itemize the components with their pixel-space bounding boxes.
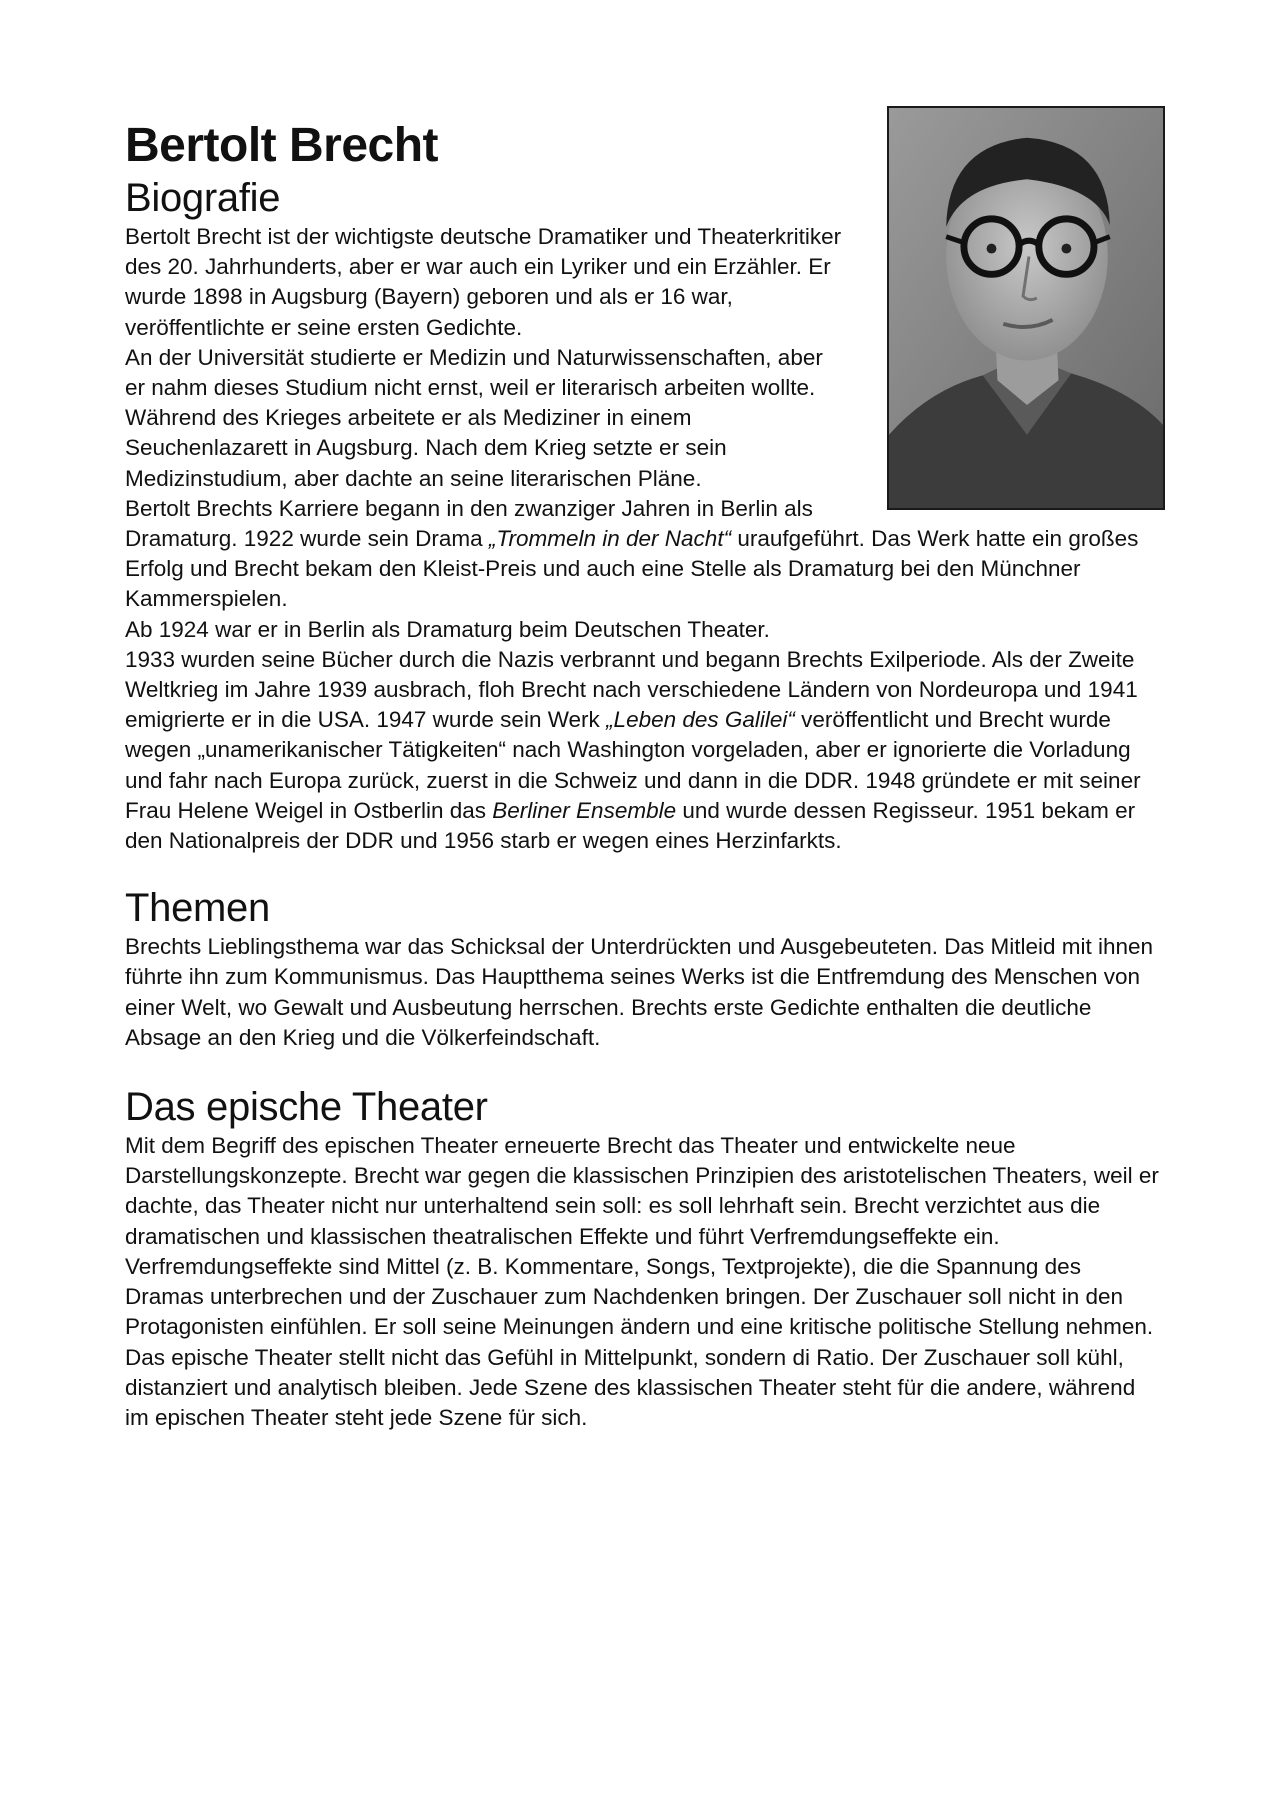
- biography-text: veröffentlicht und Brecht wurde wegen „unamerikanischer Tätigkeiten“ nach Washington vorgeladen, aber er ignorierte die Vorladung und fahr nach Europa zurück, zuerst in die Schweiz und dann in die DDR. 1948 gründete er mit seiner Frau Helene Weigel in Ostberlin das: [125, 707, 1141, 823]
- biography-text: Bertolt Brechts Karriere begann in den zwanziger Jahren in Berlin als Dramaturg. 1922 wurde sein Drama: [125, 495, 813, 552]
- biography-text: uraufgeführt. Das Werk hatte ein großes Erfolg und Brecht bekam den Kleist-Preis und auch eine Stelle als Dramaturg bei den Münchner Kammerspielen.: [125, 526, 1139, 612]
- epic-theater-paragraph: Das epische Theater stellt nicht das Gefühl in Mittelpunkt, sondern di Ratio. Der Zuschauer soll kühl, distanziert und analytisch bleiben. Jede Szene des klassischen Theater steht für die andere, während im epischen Theater steht jede Szene für sich.: [125, 1344, 1136, 1430]
- portrait-eye-right: [1061, 244, 1071, 254]
- biography-paragraph: An der Universität studierte er Medizin und Naturwissenschaften, aber er nahm dieses Studium nicht ernst, weil er literarisch arbeiten wollte. Während des Krieges arbeitete er als Mediziner in einem Seuchenlazarett in Augsburg. Nach dem Krieg setzte er sein Medizinstudium, aber dachte an seine literarischen Pläne.: [125, 344, 823, 491]
- section-spacer: [125, 1053, 1165, 1083]
- biography-paragraph: Bertolt Brecht ist der wichtigste deutsche Dramatiker und Theaterkritiker des 20. Jahrhunderts, aber er war auch ein Lyriker und ein Erzähler. Er wurde 1898 in Augsburg (Bayern) geboren und als er 16 war, veröffentlichte er seine ersten Gedichte.: [125, 224, 842, 340]
- biography-paragraph: [125, 494, 1165, 615]
- biography-paragraph: [125, 645, 1165, 856]
- biography-text: 1933 wurden seine Bücher durch die Nazis verbrannt und begann Brechts Exilperiode. Als der Zweite Weltkrieg im Jahre 1939 ausbrach, floh Brecht nach verschiedene Ländern von Nordeuropa und 1941 emigrierte er in die USA. 1947 wurde sein Werk: [125, 646, 1138, 733]
- document-page: [125, 118, 1165, 1433]
- themes-heading: Themen: [125, 886, 270, 931]
- work-title: „Trommeln in der Nacht“: [488, 526, 732, 552]
- epic-theater-heading: Das epische Theater: [125, 1085, 488, 1130]
- work-title: Berliner Ensemble: [492, 797, 677, 823]
- work-title: „Leben des Galilei“: [606, 707, 795, 733]
- themes-paragraph: Brechts Lieblingsthema war das Schicksal der Unterdrückten und Ausgebeuteten. Das Mitleid mit ihnen führte ihn zum Kommunismus. Das Hauptthema seines Werks ist die Entfremdung des Menschen von einer Welt, wo Gewalt und Ausbeutung herrschen. Brechts erste Gedichte enthalten die deutliche Absage an den Krieg und die Völkerfeindschaft.: [125, 934, 1154, 1050]
- biography-text: und wurde dessen Regisseur. 1951 bekam er den Nationalpreis der DDR und 1956 starb er wegen eines Herzinfarkts.: [125, 797, 1136, 854]
- page-title: Bertolt Brecht: [125, 119, 439, 172]
- biography-heading: Biografie: [125, 176, 281, 220]
- portrait-illustration: [889, 108, 1163, 508]
- epic-theater-paragraph: Mit dem Begriff des epischen Theater erneuerte Brecht das Theater und entwickelte neue Darstellungskonzepte. Brecht war gegen die klassischen Prinzipien des aristotelischen Theaters, weil er dachte, das Theater nicht nur unterhaltend sein soll: es soll lehrhaft sein. Brecht verzichtet aus die dramatischen und klassischen theatralischen Effekte und führt Verfremdungseffekte ein. Verfremdungseffekte sind Mittel (z. B. Kommentare, Songs, Textprojekte), die die Spannung des Dramas unterbrechen und der Zuschauer zum Nachdenken bringen. Der Zuschauer soll nicht in den Protagonisten einfühlen. Er soll seine Meinungen ändern und eine kritische politische Stellung nehmen.: [125, 1133, 1159, 1340]
- biography-paragraph: Ab 1924 war er in Berlin als Dramaturg beim Deutschen Theater.: [125, 616, 770, 642]
- portrait-eye-left: [987, 244, 997, 254]
- section-spacer: [125, 856, 1165, 884]
- portrait-photo-icon: [887, 106, 1165, 510]
